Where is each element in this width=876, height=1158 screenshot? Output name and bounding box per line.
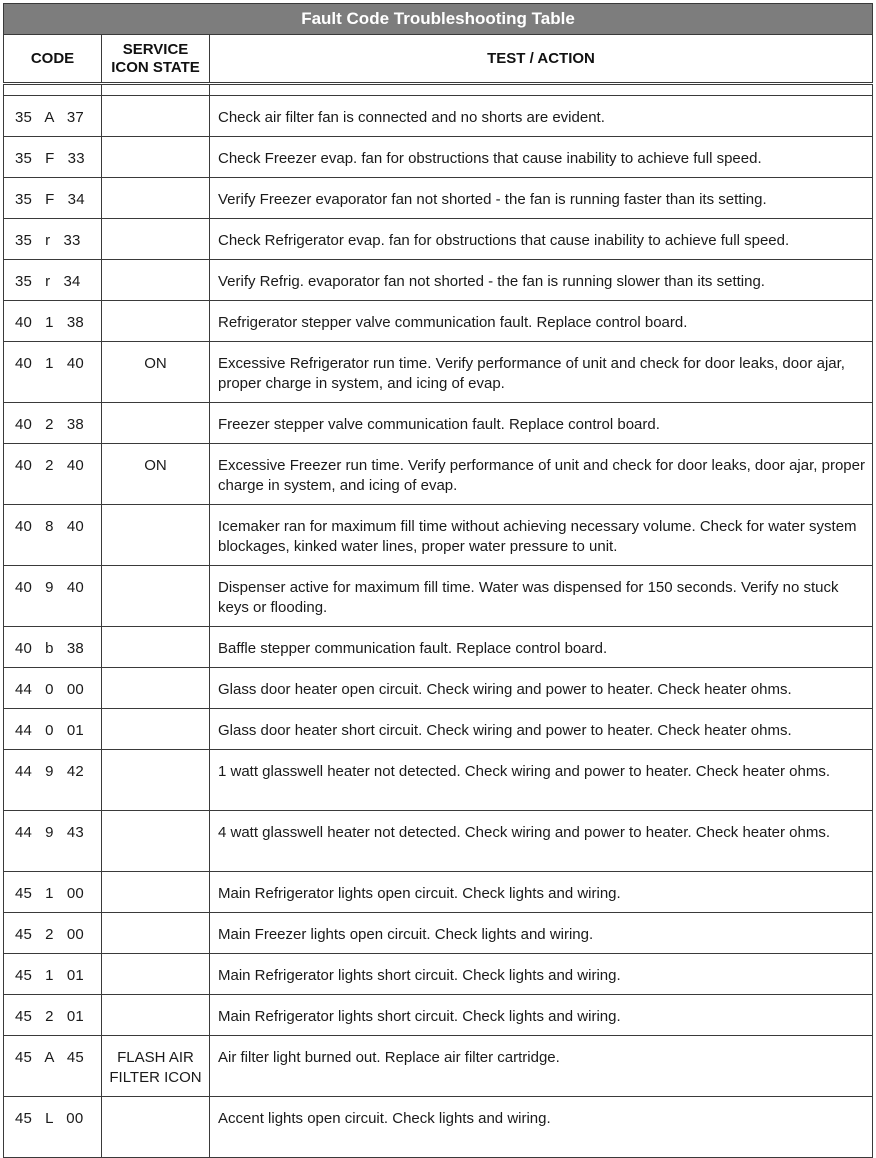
fault-code: 35 F 34 <box>4 178 102 219</box>
test-action: Excessive Refrigerator run time. Verify performance of unit and check for door leaks, door ajar, proper charge in system, and icing of evap. <box>210 342 873 403</box>
service-icon-state <box>102 219 210 260</box>
test-action: Main Refrigerator lights open circuit. Check lights and wiring. <box>210 872 873 913</box>
service-icon-state <box>102 709 210 750</box>
fault-code: 44 9 43 <box>4 811 102 872</box>
fault-code: 45 1 00 <box>4 872 102 913</box>
service-icon-state <box>102 954 210 995</box>
test-action: Icemaker ran for maximum fill time without achieving necessary volume. Check for water system blockages, kinked water lines, proper water pressure to unit. <box>210 505 873 566</box>
fault-code: 40 2 38 <box>4 403 102 444</box>
service-icon-state <box>102 668 210 709</box>
service-icon-state <box>102 872 210 913</box>
table-row <box>4 995 873 1036</box>
table-row <box>4 627 873 668</box>
service-header-line1: SERVICE <box>122 40 189 58</box>
test-action: Check air filter fan is connected and no shorts are evident. <box>210 96 873 137</box>
table-row <box>4 668 873 709</box>
table-row <box>4 137 873 178</box>
test-action: Glass door heater open circuit. Check wiring and power to heater. Check heater ohms. <box>210 668 873 709</box>
table-row <box>4 1036 873 1097</box>
test-action: Main Refrigerator lights short circuit. Check lights and wiring. <box>210 954 873 995</box>
table-row <box>4 566 873 627</box>
table-row <box>4 342 873 403</box>
test-action: Air filter light burned out. Replace air filter cartridge. <box>210 1036 873 1097</box>
code-column-header: CODE <box>4 35 102 84</box>
table-row <box>4 954 873 995</box>
fault-code: 45 A 45 <box>4 1036 102 1097</box>
test-action: Baffle stepper communication fault. Replace control board. <box>210 627 873 668</box>
service-icon-state: ON <box>102 342 210 403</box>
test-action: Check Freezer evap. fan for obstructions that cause inability to achieve full speed. <box>210 137 873 178</box>
table-row <box>4 219 873 260</box>
service-icon-state <box>102 995 210 1036</box>
service-icon-state <box>102 505 210 566</box>
service-icon-state-column-header <box>102 35 210 84</box>
fault-code: 35 r 33 <box>4 219 102 260</box>
test-action: 4 watt glasswell heater not detected. Check wiring and power to heater. Check heater ohms. <box>210 811 873 872</box>
table-row <box>4 872 873 913</box>
fault-code: 35 r 34 <box>4 260 102 301</box>
table-row <box>4 811 873 872</box>
table-row <box>4 709 873 750</box>
fault-code: 44 9 42 <box>4 750 102 811</box>
fault-code: 35 A 37 <box>4 96 102 137</box>
test-action-column-header: TEST / ACTION <box>210 35 873 84</box>
fault-code: 45 2 00 <box>4 913 102 954</box>
table-row <box>4 178 873 219</box>
service-icon-state <box>102 178 210 219</box>
fault-code: 40 b 38 <box>4 627 102 668</box>
test-action: Accent lights open circuit. Check lights and wiring. <box>210 1097 873 1158</box>
test-action: Refrigerator stepper valve communication fault. Replace control board. <box>210 301 873 342</box>
test-action: Main Refrigerator lights short circuit. Check lights and wiring. <box>210 995 873 1036</box>
service-icon-state <box>102 260 210 301</box>
test-action: Verify Refrig. evaporator fan not shorted - the fan is running slower than its setting. <box>210 260 873 301</box>
service-icon-state: FLASH AIR FILTER ICON <box>102 1036 210 1097</box>
service-icon-state <box>102 811 210 872</box>
fault-code: 44 0 01 <box>4 709 102 750</box>
fault-code: 40 9 40 <box>4 566 102 627</box>
fault-code: 40 1 38 <box>4 301 102 342</box>
table-header-row <box>4 35 873 84</box>
test-action: Check Refrigerator evap. fan for obstructions that cause inability to achieve full speed. <box>210 219 873 260</box>
test-action: Excessive Freezer run time. Verify performance of unit and check for door leaks, door ajar, proper charge in system, and icing of evap. <box>210 444 873 505</box>
service-icon-state <box>102 627 210 668</box>
table-row <box>4 96 873 137</box>
service-icon-state: ON <box>102 444 210 505</box>
test-action: Dispenser active for maximum fill time. Water was dispensed for 150 seconds. Verify no stuck keys or flooding. <box>210 566 873 627</box>
fault-code: 44 0 00 <box>4 668 102 709</box>
table-row <box>4 444 873 505</box>
service-icon-state <box>102 566 210 627</box>
fault-code: 35 F 33 <box>4 137 102 178</box>
table-row <box>4 403 873 444</box>
table-row <box>4 260 873 301</box>
table-row <box>4 1097 873 1158</box>
fault-code: 45 1 01 <box>4 954 102 995</box>
service-header-line2: ICON STATE <box>111 58 200 76</box>
fault-code-table <box>3 3 873 1158</box>
service-icon-state <box>102 403 210 444</box>
table-row <box>4 505 873 566</box>
service-icon-state <box>102 1097 210 1158</box>
test-action: Glass door heater short circuit. Check wiring and power to heater. Check heater ohms. <box>210 709 873 750</box>
fault-code: 40 1 40 <box>4 342 102 403</box>
fault-code: 40 8 40 <box>4 505 102 566</box>
table-row <box>4 301 873 342</box>
table-title-row <box>4 4 873 35</box>
test-action: Main Freezer lights open circuit. Check lights and wiring. <box>210 913 873 954</box>
fault-code: 45 2 01 <box>4 995 102 1036</box>
service-icon-state <box>102 137 210 178</box>
table-title: Fault Code Troubleshooting Table <box>4 4 873 35</box>
test-action: 1 watt glasswell heater not detected. Check wiring and power to heater. Check heater ohms. <box>210 750 873 811</box>
service-icon-state <box>102 96 210 137</box>
fault-code: 40 2 40 <box>4 444 102 505</box>
header-spacer-row <box>4 84 873 96</box>
table-row <box>4 750 873 811</box>
service-icon-state <box>102 301 210 342</box>
test-action: Freezer stepper valve communication fault. Replace control board. <box>210 403 873 444</box>
service-icon-state <box>102 913 210 954</box>
table-row <box>4 913 873 954</box>
fault-code: 45 L 00 <box>4 1097 102 1158</box>
service-icon-state <box>102 750 210 811</box>
test-action: Verify Freezer evaporator fan not shorted - the fan is running faster than its setting. <box>210 178 873 219</box>
